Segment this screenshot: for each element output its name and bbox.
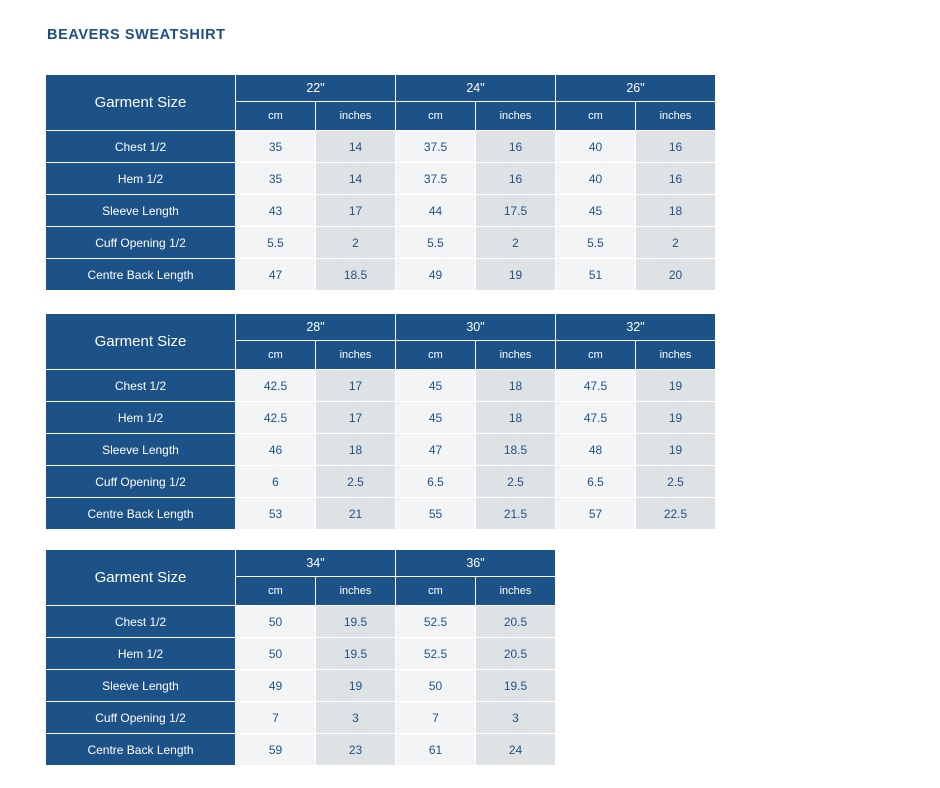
- measurement-value: 19: [636, 402, 716, 434]
- measurement-value: 49: [236, 670, 316, 702]
- unit-header: cm: [556, 102, 636, 131]
- measurement-value: 14: [316, 163, 396, 195]
- table-row: [46, 195, 716, 227]
- measurement-value: 5.5: [396, 227, 476, 259]
- size-table-1: [45, 74, 716, 291]
- measurement-value: 40: [556, 163, 636, 195]
- measurement-label: Hem 1/2: [46, 638, 236, 670]
- measurement-value: 50: [236, 606, 316, 638]
- measurement-value: 14: [316, 131, 396, 163]
- unit-header: inches: [636, 102, 716, 131]
- measurement-label: Hem 1/2: [46, 163, 236, 195]
- table-row: [46, 227, 716, 259]
- measurement-value: 16: [636, 163, 716, 195]
- measurement-value: 37.5: [396, 131, 476, 163]
- measurement-value: 18: [476, 402, 556, 434]
- measurement-value: 20: [636, 259, 716, 291]
- measurement-label: Hem 1/2: [46, 402, 236, 434]
- measurement-label: Cuff Opening 1/2: [46, 227, 236, 259]
- table-row: [46, 670, 556, 702]
- unit-header: inches: [476, 577, 556, 606]
- unit-header: cm: [556, 341, 636, 370]
- measurement-value: 53: [236, 498, 316, 530]
- measurement-value: 6.5: [396, 466, 476, 498]
- table-header-row-sizes: [46, 550, 556, 577]
- measurement-value: 19.5: [476, 670, 556, 702]
- measurement-value: 16: [636, 131, 716, 163]
- measurement-value: 42.5: [236, 402, 316, 434]
- measurement-value: 22.5: [636, 498, 716, 530]
- measurement-label: Sleeve Length: [46, 670, 236, 702]
- garment-size-header: Garment Size: [46, 550, 236, 606]
- measurement-value: 49: [396, 259, 476, 291]
- measurement-label: Centre Back Length: [46, 259, 236, 291]
- measurement-value: 3: [476, 702, 556, 734]
- measurement-label: Sleeve Length: [46, 434, 236, 466]
- measurement-value: 3: [316, 702, 396, 734]
- measurement-label: Centre Back Length: [46, 498, 236, 530]
- measurement-value: 16: [476, 131, 556, 163]
- unit-header: cm: [396, 102, 476, 131]
- size-group-header: 34": [236, 550, 396, 577]
- measurement-value: 18: [476, 370, 556, 402]
- measurement-value: 17: [316, 370, 396, 402]
- measurement-label: Chest 1/2: [46, 131, 236, 163]
- measurement-value: 2.5: [636, 466, 716, 498]
- size-group-header: 24": [396, 75, 556, 102]
- unit-header: inches: [316, 577, 396, 606]
- page-title: BEAVERS SWEATSHIRT: [47, 27, 226, 43]
- measurement-value: 5.5: [236, 227, 316, 259]
- measurement-value: 51: [556, 259, 636, 291]
- measurement-value: 17.5: [476, 195, 556, 227]
- unit-header: inches: [316, 341, 396, 370]
- unit-header: cm: [236, 577, 316, 606]
- unit-header: cm: [396, 341, 476, 370]
- table-row: [46, 734, 556, 766]
- measurement-value: 2: [316, 227, 396, 259]
- measurement-value: 52.5: [396, 606, 476, 638]
- measurement-value: 47: [236, 259, 316, 291]
- measurement-value: 20.5: [476, 638, 556, 670]
- measurement-value: 35: [236, 163, 316, 195]
- measurement-value: 20.5: [476, 606, 556, 638]
- measurement-value: 23: [316, 734, 396, 766]
- measurement-label: Chest 1/2: [46, 370, 236, 402]
- garment-size-header: Garment Size: [46, 314, 236, 370]
- table-row: [46, 606, 556, 638]
- measurement-value: 44: [396, 195, 476, 227]
- measurement-value: 45: [396, 402, 476, 434]
- measurement-value: 57: [556, 498, 636, 530]
- table-row: [46, 466, 716, 498]
- measurement-label: Centre Back Length: [46, 734, 236, 766]
- unit-header: inches: [476, 102, 556, 131]
- measurement-label: Chest 1/2: [46, 606, 236, 638]
- measurement-value: 2: [476, 227, 556, 259]
- measurement-value: 19: [316, 670, 396, 702]
- unit-header: inches: [316, 102, 396, 131]
- measurement-label: Sleeve Length: [46, 195, 236, 227]
- measurement-value: 45: [396, 370, 476, 402]
- table-row: [46, 259, 716, 291]
- measurement-value: 18.5: [316, 259, 396, 291]
- table-header-row-sizes: [46, 314, 716, 341]
- measurement-value: 40: [556, 131, 636, 163]
- measurement-value: 24: [476, 734, 556, 766]
- measurement-value: 2: [636, 227, 716, 259]
- measurement-value: 19: [636, 434, 716, 466]
- table-row: [46, 131, 716, 163]
- measurement-value: 50: [236, 638, 316, 670]
- measurement-value: 18: [636, 195, 716, 227]
- measurement-value: 21.5: [476, 498, 556, 530]
- unit-header: inches: [476, 341, 556, 370]
- measurement-value: 6: [236, 466, 316, 498]
- table-header-row-sizes: [46, 75, 716, 102]
- unit-header: cm: [236, 102, 316, 131]
- measurement-value: 6.5: [556, 466, 636, 498]
- measurement-value: 7: [396, 702, 476, 734]
- measurement-value: 17: [316, 195, 396, 227]
- size-group-header: 22": [236, 75, 396, 102]
- size-table-2: [45, 313, 716, 530]
- size-group-header: 30": [396, 314, 556, 341]
- unit-header: inches: [636, 341, 716, 370]
- measurement-label: Cuff Opening 1/2: [46, 702, 236, 734]
- unit-header: cm: [236, 341, 316, 370]
- measurement-value: 19.5: [316, 638, 396, 670]
- measurement-value: 47: [396, 434, 476, 466]
- measurement-value: 18.5: [476, 434, 556, 466]
- measurement-value: 21: [316, 498, 396, 530]
- size-group-header: 28": [236, 314, 396, 341]
- measurement-value: 59: [236, 734, 316, 766]
- table-row: [46, 498, 716, 530]
- table-row: [46, 434, 716, 466]
- measurement-value: 2.5: [476, 466, 556, 498]
- table-row: [46, 638, 556, 670]
- measurement-value: 42.5: [236, 370, 316, 402]
- measurement-value: 47.5: [556, 402, 636, 434]
- measurement-value: 50: [396, 670, 476, 702]
- unit-header: cm: [396, 577, 476, 606]
- measurement-value: 19: [476, 259, 556, 291]
- measurement-value: 18: [316, 434, 396, 466]
- measurement-value: 7: [236, 702, 316, 734]
- measurement-value: 52.5: [396, 638, 476, 670]
- measurement-value: 19: [636, 370, 716, 402]
- measurement-value: 17: [316, 402, 396, 434]
- measurement-value: 46: [236, 434, 316, 466]
- measurement-value: 35: [236, 131, 316, 163]
- measurement-value: 48: [556, 434, 636, 466]
- measurement-label: Cuff Opening 1/2: [46, 466, 236, 498]
- garment-size-header: Garment Size: [46, 75, 236, 131]
- size-table-3: [45, 549, 556, 766]
- size-group-header: 32": [556, 314, 716, 341]
- size-group-header: 26": [556, 75, 716, 102]
- table-row: [46, 702, 556, 734]
- size-group-header: 36": [396, 550, 556, 577]
- table-row: [46, 370, 716, 402]
- measurement-value: 43: [236, 195, 316, 227]
- table-row: [46, 163, 716, 195]
- measurement-value: 2.5: [316, 466, 396, 498]
- table-row: [46, 402, 716, 434]
- measurement-value: 16: [476, 163, 556, 195]
- measurement-value: 61: [396, 734, 476, 766]
- measurement-value: 47.5: [556, 370, 636, 402]
- measurement-value: 55: [396, 498, 476, 530]
- measurement-value: 45: [556, 195, 636, 227]
- measurement-value: 37.5: [396, 163, 476, 195]
- measurement-value: 19.5: [316, 606, 396, 638]
- measurement-value: 5.5: [556, 227, 636, 259]
